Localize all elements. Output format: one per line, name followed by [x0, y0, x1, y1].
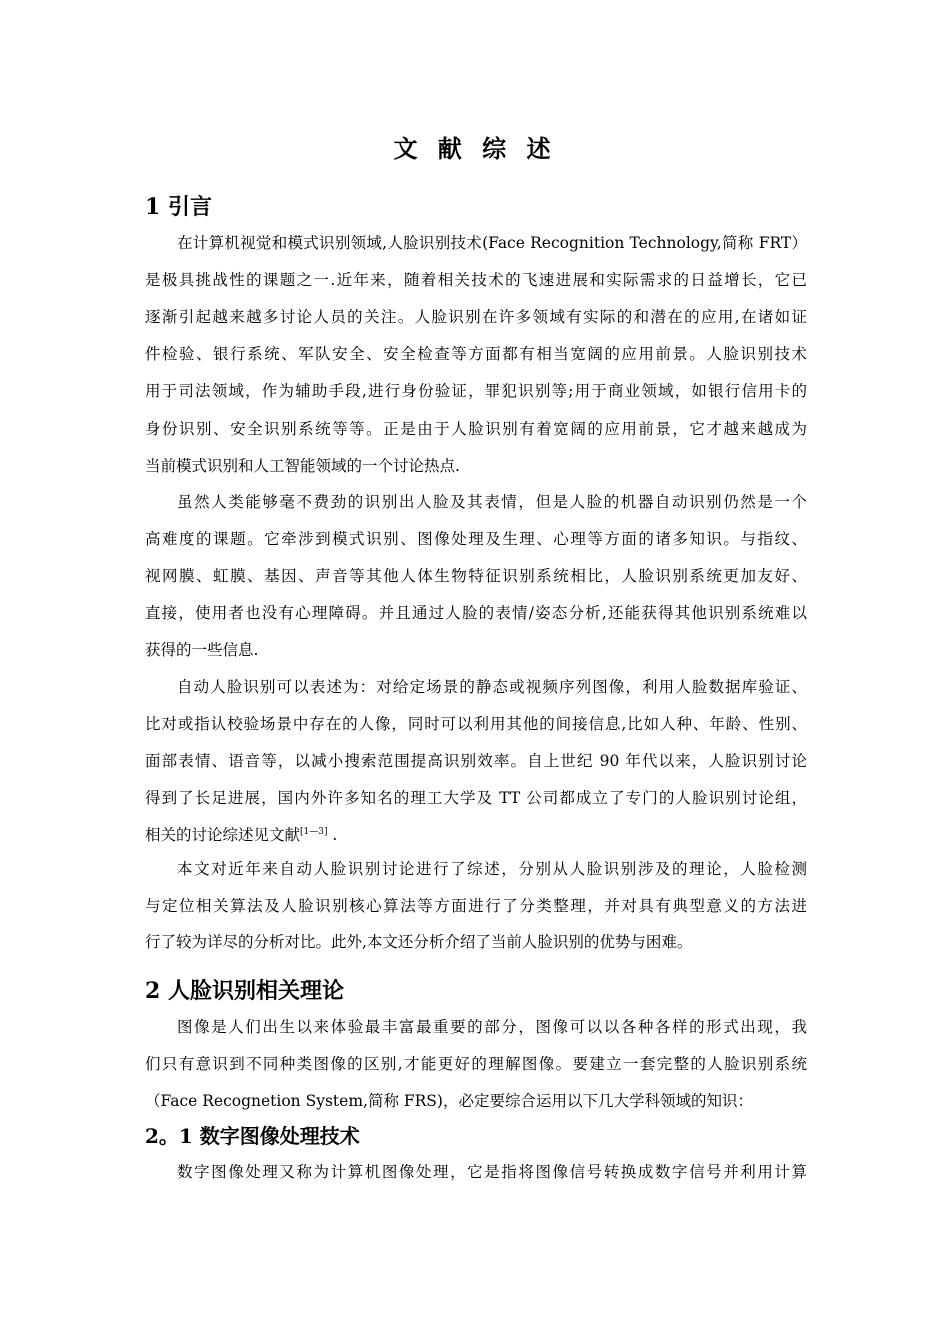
section-heading-face-recognition-theory: 2 人脸识别相关理论 [145, 978, 344, 1004]
section-heading-introduction: 1 引言 [145, 194, 212, 220]
paragraph-line: 视网膜、虹膜、基因、声音等其他人体生物特征识别系统相比，人脸识别系统更加友好、 [145, 567, 807, 585]
paragraph-line: 与定位相关算法及人脸识别核心算法等方面进行了分类整理，并对具有典型意义的方法进 [145, 897, 807, 915]
paragraph-line: 获得的一些信息. [145, 641, 259, 659]
paragraph-text: 相关的讨论综述见文献 [145, 826, 301, 844]
paragraph-line: 得到了长足进展，国内外许多知名的理工大学及 TT 公司都成立了专门的人脸识别讨论组， [145, 789, 807, 807]
citation-reference: [1—3] [300, 826, 328, 837]
paragraph-line: 身份识别、安全识别系统等等。正是由于人脸识别有着宽阔的应用前景，它才越来越成为 [145, 420, 807, 438]
paragraph-line: 面部表情、语音等，以减小搜索范围提高识别效率。自上世纪 90 年代以来，人脸识别讨论 [145, 752, 807, 770]
paragraph-text: . [327, 826, 338, 844]
paragraph-line: 用于司法领域，作为辅助手段,进行身份验证，罪犯识别等;用于商业领域，如银行信用卡的 [145, 382, 807, 400]
paragraph-line: 直接，使用者也没有心理障碍。并且通过人脸的表情/姿态分析,还能获得其他识别系统难以 [145, 604, 807, 622]
subsection-heading-digital-image-processing: 2。1 数字图像处理技术 [145, 1124, 360, 1148]
paragraph-line: 虽然人类能够毫不费劲的识别出人脸及其表情，但是人脸的机器自动识别仍然是一个 [177, 493, 807, 511]
paragraph-line: 数字图像处理又称为计算机图像处理，它是指将图像信号转换成数字信号并利用计算 [177, 1163, 807, 1181]
paragraph-line: 行了较为详尽的分析对比。此外,本文还分析介绍了当前人脸识别的优势与困难。 [145, 933, 693, 951]
paragraph-line: 图像是人们出生以来体验最丰富最重要的部分，图像可以以各种各样的形式出现，我 [177, 1018, 807, 1036]
paragraph-line: 当前模式识别和人工智能领域的一个讨论热点. [145, 457, 460, 475]
paragraph-line: 们只有意识到不同种类图像的区别,才能更好的理解图像。要建立一套完整的人脸识别系统 [145, 1055, 807, 1073]
paragraph-line: 高难度的课题。它牵涉到模式识别、图像处理及生理、心理等方面的诸多知识。与指纹、 [145, 530, 807, 548]
paragraph-line: 比对或指认校验场景中存在的人像，同时可以利用其他的间接信息,比如人种、年龄、性别、 [145, 715, 807, 733]
paragraph-line: 逐渐引起越来越多讨论人员的关注。人脸识别在许多领域有实际的和潜在的应用,在诸如证 [145, 308, 807, 326]
paragraph-line: 在计算机视觉和模式识别领域,人脸识别技术(Face Recognition Technology,简称 FRT） [177, 234, 807, 252]
paragraph-line: 件检验、银行系统、军队安全、安全检查等方面都有相当宽阔的应用前景。人脸识别技术 [145, 345, 807, 363]
paragraph-line: 是极具挑战性的课题之一.近年来，随着相关技术的飞速进展和实际需求的日益增长，它已 [145, 271, 807, 289]
paragraph-line-with-citation [145, 824, 807, 846]
paragraph-line: 本文对近年来自动人脸识别讨论进行了综述，分别从人脸识别涉及的理论，人脸检测 [177, 860, 807, 878]
paragraph-line: （Face Recognetion System,简称 FRS)，必定要综合运用以下几大学科领域的知识： [145, 1092, 753, 1110]
paragraph-line: 自动人脸识别可以表述为：对给定场景的静态或视频序列图像，利用人脸数据库验证、 [177, 678, 807, 696]
document-title: 文 献 综 述 [393, 134, 557, 163]
